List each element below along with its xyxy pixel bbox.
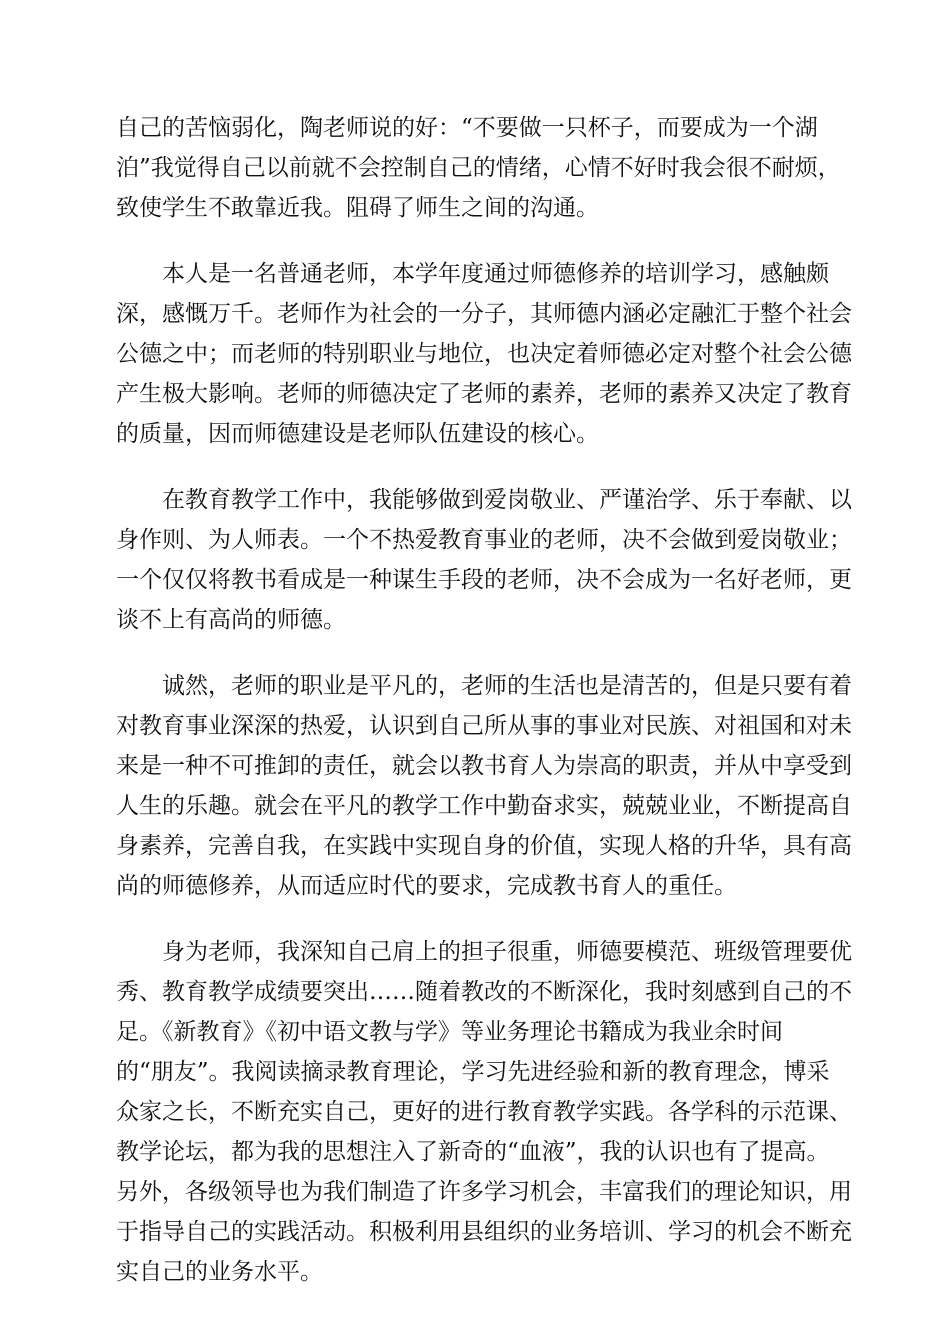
text-line: 在教育教学工作中，我能够做到爱岗敬业、严谨治学、乐于奉献、以: [162, 487, 852, 513]
text-line: 一个仅仅将教书看成是一种谋生手段的老师，决不会成为一名好老师，更: [116, 567, 852, 593]
paragraph-2: [116, 254, 852, 454]
paragraph-5: [116, 932, 852, 1292]
text-line: 教学论坛，都为我的思想注入了新奇的“血液”，我的认识也有了提高。: [116, 1139, 830, 1165]
document-body: [116, 108, 852, 1318]
text-line: 众家之长，不断充实自己，更好的进行教育教学实践。各学科的示范课、: [116, 1099, 852, 1125]
text-line: 身素养，完善自我，在实践中实现自身的价值，实现人格的升华，具有高: [116, 833, 852, 859]
text-line: 产生极大影响。老师的师德决定了老师的素养，老师的素养又决定了教育: [116, 381, 852, 407]
text-line: 自己的苦恼弱化，陶老师说的好：“不要做一只杯子，而要成为一个湖: [116, 115, 818, 141]
text-line: 人生的乐趣。就会在平凡的教学工作中勤奋求实，兢兢业业，不断提高自: [116, 793, 852, 819]
text-line: 于指导自己的实践活动。积极利用县组织的业务培训、学习的机会不断充: [116, 1219, 852, 1245]
text-line: 身作则、为人师表。一个不热爱教育事业的老师，决不会做到爱岗敬业；: [116, 527, 852, 553]
paragraph-1: [116, 108, 841, 228]
text-line: 实自己的业务水平。: [116, 1259, 323, 1285]
text-line: 泊”我觉得自己以前就不会控制自己的情绪，心情不好时我会很不耐烦，: [116, 155, 841, 181]
text-line: 诚然，老师的职业是平凡的，老师的生活也是清苦的，但是只要有着: [162, 673, 852, 699]
text-line: 另外，各级领导也为我们制造了许多学习机会，丰富我们的理论知识，用: [116, 1179, 852, 1205]
text-line: 足。《新教育》《初中语文教与学》等业务理论书籍成为我业余时间: [116, 1019, 783, 1045]
text-line: 身为老师，我深知自己肩上的担子很重，师德要模范、班级管理要优: [162, 939, 852, 965]
paragraph-4: [116, 666, 852, 906]
paragraph-3: [116, 480, 852, 640]
text-line: 谈不上有高尚的师德。: [116, 607, 346, 633]
text-line: 尚的师德修养，从而适应时代的要求，完成教书育人的重任。: [116, 873, 737, 899]
text-line: 来是一种不可推卸的责任，就会以教书育人为崇高的职责，并从中享受到: [116, 753, 852, 779]
text-line: 对教育事业深深的热爱，认识到自己所从事的事业对民族、对祖国和对未: [116, 713, 852, 739]
text-line: 致使学生不敢靠近我。阻碍了师生之间的沟通。: [116, 195, 599, 221]
text-line: 的质量，因而师德建设是老师队伍建设的核心。: [116, 421, 599, 447]
text-line: 本人是一名普通老师，本学年度通过师德修养的培训学习，感触颇: [162, 261, 829, 287]
text-line: 的“朋友”。我阅读摘录教育理论，学习先进经验和新的教育理念，博采: [116, 1059, 830, 1085]
text-line: 公德之中；而老师的特别职业与地位，也决定着师德必定对整个社会公德: [116, 341, 852, 367]
text-line: 深，感慨万千。老师作为社会的一分子，其师德内涵必定融汇于整个社会: [116, 301, 852, 327]
text-line: 秀、教育教学成绩要突出……随着教改的不断深化，我时刻感到自己的不: [116, 979, 852, 1005]
